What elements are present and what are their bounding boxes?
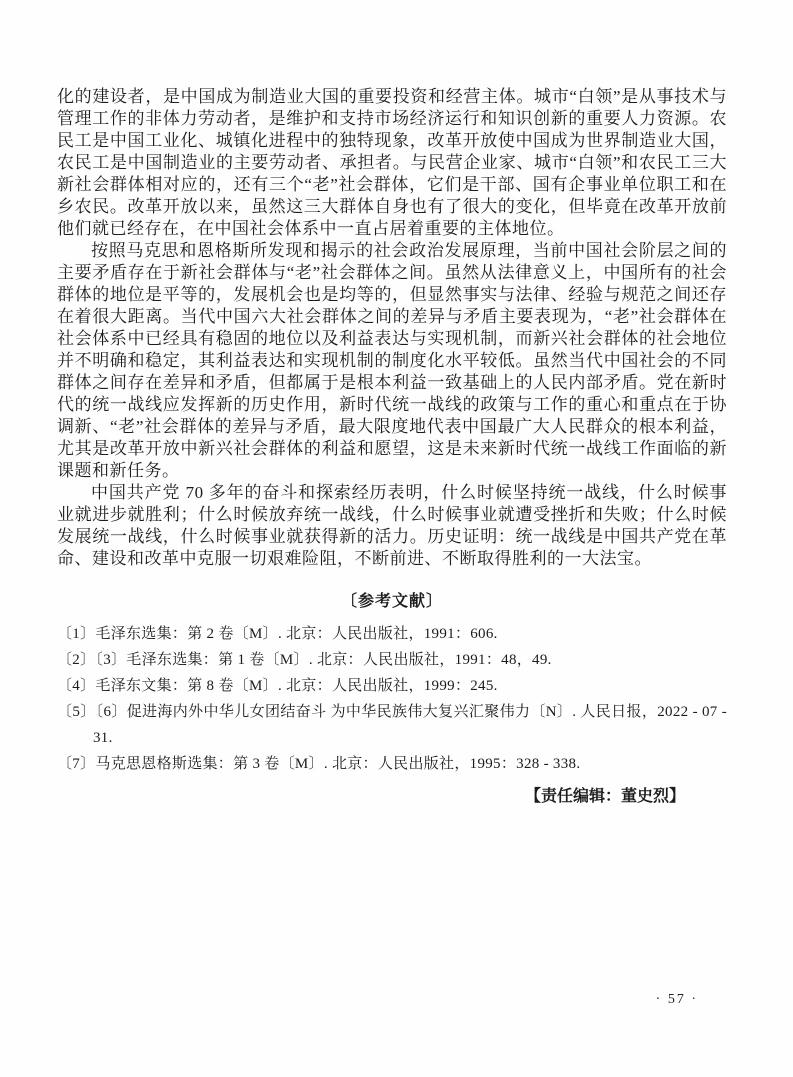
reference-item: 〔4〕毛泽东文集：第 8 卷〔M〕. 北京：人民出版社，1999：245.	[57, 678, 498, 694]
reference-item: 〔2〕〔3〕毛泽东选集：第 1 卷〔M〕. 北京：人民出版社，1991：48，49.	[57, 652, 552, 668]
editor-credit: 【责任编辑：董史烈】	[524, 788, 685, 805]
references-heading: 〔参考文献〕	[340, 593, 443, 610]
body-paragraph-continuation: 化的建设者，是中国成为制造业大国的重要投资和经营主体。城市“白领”是从事技术与管理工作的非体力劳动者，是维护和支持市场经济运行和知识创新的重要人力资源。农民工是中国工业化、城镇化进程中的独特现象，改革开放使中国成为世界制造业大国，农民工是中国制造业的主要劳动者、承担者。与民营企业家、城市“白领”和农民工三大新社会群体相对应的，还有三个“老”社会群体，它们是干部、国有企事业单位职工和在乡农民。改革开放以来，虽然这三大群体自身也有了很大的变化，但毕竟在改革开放前他们就已经存在，在中国社会体系中一直占居着重要的主体地位。	[57, 87, 727, 238]
reference-item: 〔5〕〔6〕促进海内外中华儿女团结奋斗 为中华民族伟大复兴汇聚伟力〔N〕. 人民日报，2022 - 07 - 31.	[57, 704, 727, 746]
article-body	[57, 86, 727, 806]
reference-item: 〔7〕马克思恩格斯选集：第 3 卷〔M〕. 北京：人民出版社，1995：328 - 338.	[57, 756, 581, 772]
references-list	[57, 621, 727, 777]
body-paragraph: 按照马克思和恩格斯所发现和揭示的社会政治发展原理，当前中国社会阶层之间的主要矛盾存在于新社会群体与“老”社会群体之间。虽然从法律意义上，中国所有的社会群体的地位是平等的，发展机会也是均等的，但显然事实与法律、经验与规范之间还存在着很大距离。当代中国六大社会群体之间的差异与矛盾主要表现为，“老”社会群体在社会体系中已经具有稳固的地位以及利益表达与实现机制，而新兴社会群体的社会地位并不明确和稳定，其利益表达和实现机制的制度化水平较低。虽然当代中国社会的不同群体之间存在差异和矛盾，但都属于是根本利益一致基础上的人民内部矛盾。党在新时代的统一战线应发挥新的历史作用，新时代统一战线的政策与工作的重心和重点在于协调新、“老”社会群体的差异与矛盾，最大限度地代表中国最广大人民群众的根本利益，尤其是改革开放中新兴社会群体的利益和愿望，这是未来新时代统一战线工作面临的新课题和新任务。	[57, 241, 727, 480]
reference-item: 〔1〕毛泽东选集：第 2 卷〔M〕. 北京：人民出版社，1991：606.	[57, 626, 498, 642]
body-paragraph: 中国共产党 70 多年的奋斗和探索经历表明，什么时候坚持统一战线，什么时候事业就进步就胜利；什么时候放弃统一战线，什么时候事业就遭受挫折和失败；什么时候发展统一战线，什么时候事业就获得新的活力。历史证明：统一战线是中国共产党在革命、建设和改革中克服一切艰难险阻，不断前进、不断取得胜利的一大法宝。	[57, 483, 727, 568]
page-number: · 57 ·	[655, 992, 698, 1007]
